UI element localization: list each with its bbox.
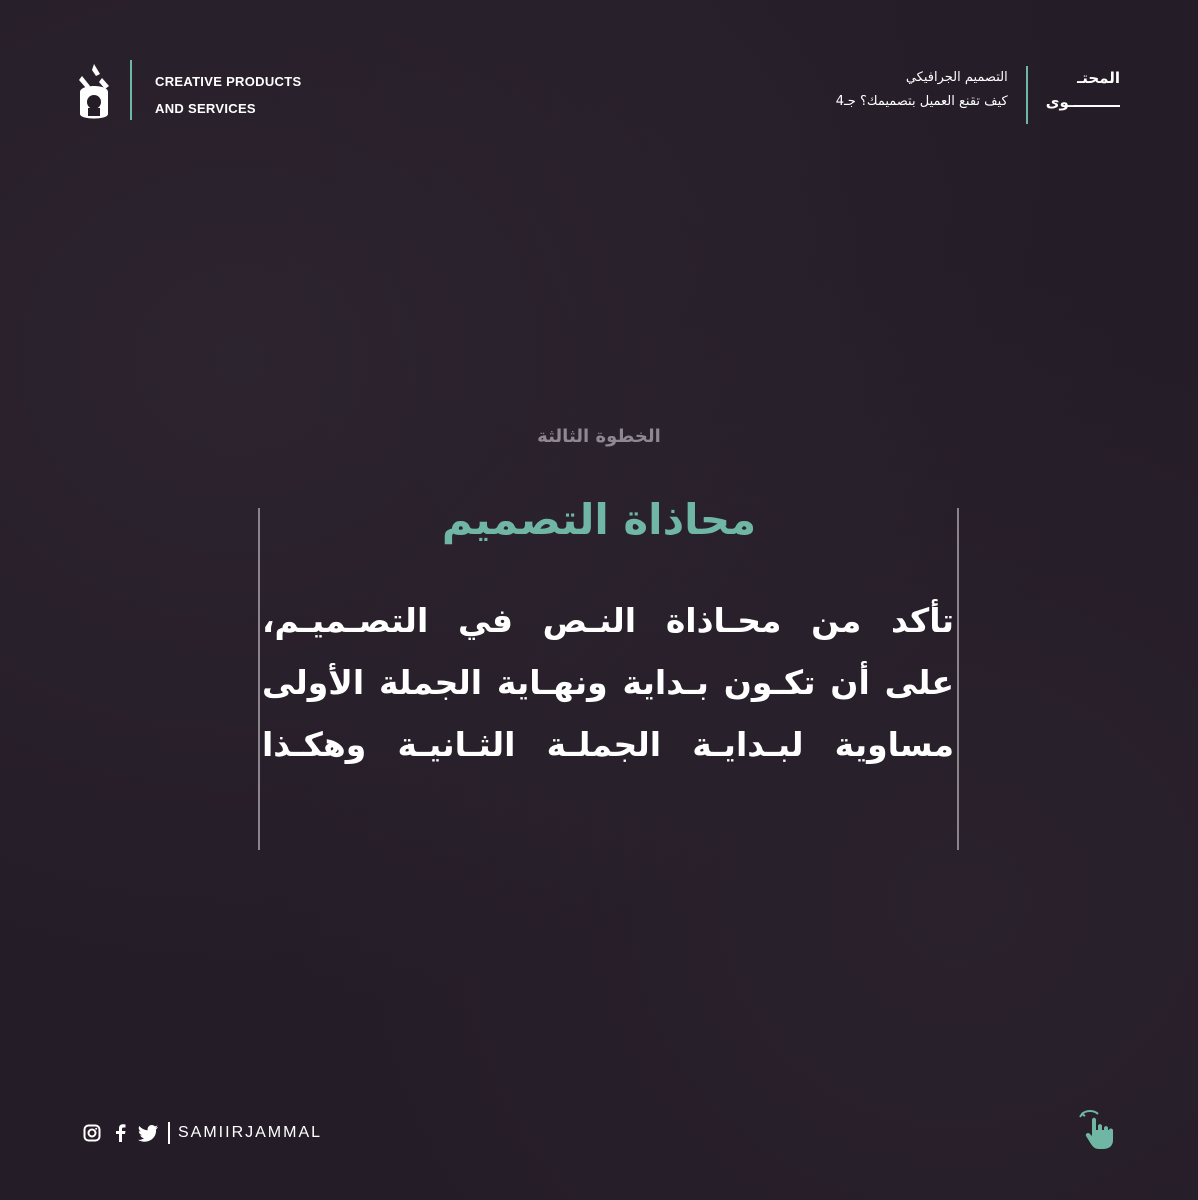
social-handle[interactable]: SAMIIRJAMMAL (178, 1124, 323, 1141)
brand-line-1: CREATIVE PRODUCTS (155, 74, 302, 89)
frame-line-right (957, 508, 959, 850)
social-footer (82, 1122, 322, 1144)
frame-line-left (258, 508, 260, 850)
topic-subtitle: كيف تقنع العميل بتصميمك؟ جـ4 (835, 94, 1008, 109)
section-label-bottom: ـوى (1046, 90, 1120, 114)
body-line: تأكد من محـاذاة النـص في التصـميـم، (262, 601, 954, 640)
instagram-icon[interactable] (82, 1123, 102, 1143)
section-label-top: المحتـ (1077, 69, 1120, 87)
hand-ok-logo-icon (74, 62, 114, 122)
topic-block (836, 66, 1008, 124)
body-line: مساوية لبـدايـة الجملـة الثـانيـة وهكـذا (262, 725, 954, 764)
brand-divider (130, 60, 132, 120)
header-divider (1026, 66, 1028, 124)
topic-title: التصميم الجرافيكي (905, 70, 1008, 85)
section-label-underline (1074, 105, 1120, 107)
step-label: الخطوة الثالثة (537, 426, 661, 447)
body-line: على أن تكـون بـداية ونهـاية الجملة الأولى (262, 663, 954, 702)
brand-line-2: AND SERVICES (155, 101, 256, 116)
slide-title: محاذاة التصميم (441, 495, 757, 544)
facebook-icon[interactable] (110, 1123, 130, 1143)
section-label (1046, 66, 1120, 124)
content-header (836, 66, 1120, 124)
swipe-hand-icon (1078, 1108, 1118, 1150)
brand-tagline (155, 68, 301, 122)
twitter-icon[interactable] (138, 1123, 158, 1143)
body-text (262, 590, 954, 776)
footer-divider (168, 1122, 170, 1144)
